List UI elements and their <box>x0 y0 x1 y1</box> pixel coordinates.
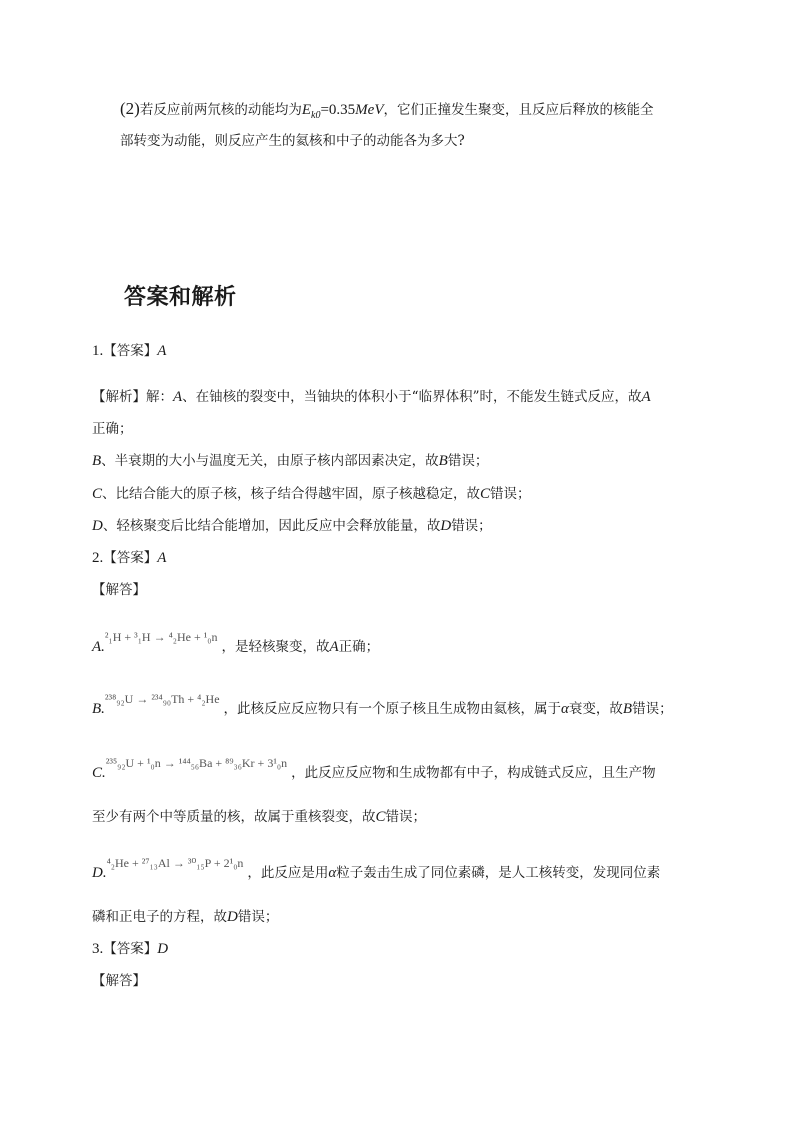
nuclear-equation: ⁴₂He + ²⁷₁₃Al → ³⁰₁₅P + 2¹₀n <box>106 856 244 870</box>
answer-3-header: 3.【答案】D <box>92 941 169 957</box>
answer-1-analysis-line-1: 【解析】解：A、在铀核的裂变中，当铀块的体积小于“临界体积”时，不能发生链式反应，故A <box>92 389 651 405</box>
nuclear-equation: ²³⁸₉₂U → ²³⁴₉₀Th + ⁴₂He <box>104 692 220 706</box>
question-2-line-2: 部转变为动能，则反应产生的氦核和中子的动能各为多大? <box>120 133 465 149</box>
answer-2-option-b: B.²³⁸₉₂U → ²³⁴₉₀Th + ⁴₂He，此核反应反应物只有一个原子核且生成物由氦核，属于α衰变，故B错误； <box>92 692 673 717</box>
question-number: (2) <box>120 99 140 118</box>
answer-value: D <box>157 941 169 957</box>
answer-2-header: 2.【答案】A <box>92 550 167 566</box>
answer-2-option-c: C.²³⁵₉₂U + ¹₀n → ¹⁴⁴₅₆Ba + ⁸⁹₃₆Kr + 3¹₀n，此反应反应物和生成物都有中子，构成链式反应，且生产物 <box>92 756 656 781</box>
question-2-line-1 <box>120 100 654 125</box>
answer-1-option-b: B、半衰期的大小与温度无关，由原子核内部因素决定，故B错误； <box>92 453 489 469</box>
section-title: 答案和解析 <box>124 285 237 310</box>
kinetic-energy-symbol: $E_{k0}$ <box>301 102 321 121</box>
answer-2-option-d-line-2: 磷和正电子的方程，故D错误； <box>92 909 279 925</box>
question-text: ，它们正撞发生聚变，且反应后释放的核能全 <box>383 102 654 118</box>
answer-2-analysis-label: 【解答】 <box>92 582 146 598</box>
answer-2-option-c-line-2: 至少有两个中等质量的核，故属于重核裂变，故C错误； <box>92 809 427 825</box>
answer-1-option-c: C、比结合能大的原子核，核子结合得越牢固，原子核越稳定，故C错误； <box>92 486 531 502</box>
energy-unit: MeV <box>355 102 384 118</box>
answer-1-option-d: D、轻核聚变后比结合能增加，因此反应中会释放能量，故D错误； <box>92 518 492 534</box>
answer-1-header: 1.【答案】A <box>92 343 167 359</box>
answer-2-option-a: A.²₁H + ³₁H → ⁴₂He + ¹₀n，是轻核聚变，故A正确； <box>92 630 380 655</box>
nuclear-equation: ²₁H + ³₁H → ⁴₂He + ¹₀n <box>104 630 218 644</box>
question-text: 若反应前两氘核的动能均为 <box>139 102 302 118</box>
answer-value: A <box>157 343 167 359</box>
answer-3-analysis-label: 【解答】 <box>92 973 146 989</box>
answer-2-option-d: D.⁴₂He + ²⁷₁₃Al → ³⁰₁₅P + 2¹₀n，此反应是用α粒子轰击生成了同位素磷，是人工核转变，发现同位素 <box>92 856 661 881</box>
answer-1-analysis-line-2: 正确； <box>92 421 133 437</box>
answer-value: A <box>157 550 167 566</box>
kinetic-energy-value: =0.35 <box>320 102 356 118</box>
nuclear-equation: ²³⁵₉₂U + ¹₀n → ¹⁴⁴₅₆Ba + ⁸⁹₃₆Kr + 3¹₀n <box>105 756 288 770</box>
